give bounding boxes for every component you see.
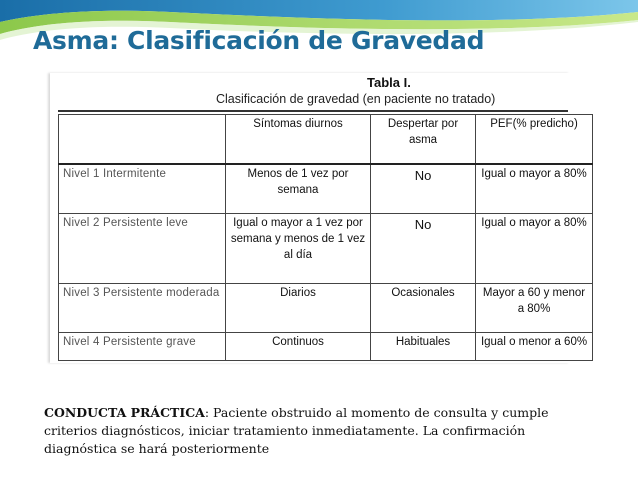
level-cell: Nivel 1 Intermitente [59,164,226,214]
header-cell-pef: PEF(% predicho) [476,115,593,165]
table-title: Tabla I. [367,75,411,90]
header-cell-awakening: Despertar por asma [371,115,476,165]
level-cell: Nivel 4 Persistente grave [59,333,226,361]
table-title-rule [58,110,568,112]
awakening-cell: Ocasionales [371,284,476,333]
pef-cell: Igual o mayor a 80% [476,164,593,214]
awakening-cell: No [371,214,476,284]
awakening-cell: Habituales [371,333,476,361]
note-text: : Paciente obstruido al momento de consulta y cumple criterios diagnósticos, iniciar tratamiento inmediatamente. La confirmación diagnóstica se hará posteriormente [44,404,549,456]
pef-cell: Igual o menor a 60% [476,333,593,361]
symptoms-cell: Menos de 1 vez por semana [226,164,371,214]
header-cell-empty [59,115,226,165]
table-row [59,333,593,361]
symptoms-cell: Diarios [226,284,371,333]
table-header-row [59,115,593,165]
awakening-cell: No [371,164,476,214]
symptoms-cell: Continuos [226,333,371,361]
header-cell-symptoms: Síntomas diurnos [226,115,371,165]
note-label: CONDUCTA PRÁCTICA [44,404,205,420]
level-cell: Nivel 3 Persistente moderada [59,284,226,333]
level-cell: Nivel 2 Persistente leve [59,214,226,284]
table-row [59,284,593,333]
pef-cell: Igual o mayor a 80% [476,214,593,284]
classification-table-image [50,73,588,363]
pef-cell: Mayor a 60 y menor a 80% [476,284,593,333]
symptoms-cell: Igual o mayor a 1 vez por semana y menos de 1 vez al día [226,214,371,284]
table-row [59,164,593,214]
slide-title: Asma: Clasificación de Gravedad [33,26,485,55]
table-subtitle: Clasificación de gravedad (en paciente no tratado) [216,92,496,106]
practical-conduct-note [44,404,564,458]
severity-table [58,114,593,361]
table-row [59,214,593,284]
